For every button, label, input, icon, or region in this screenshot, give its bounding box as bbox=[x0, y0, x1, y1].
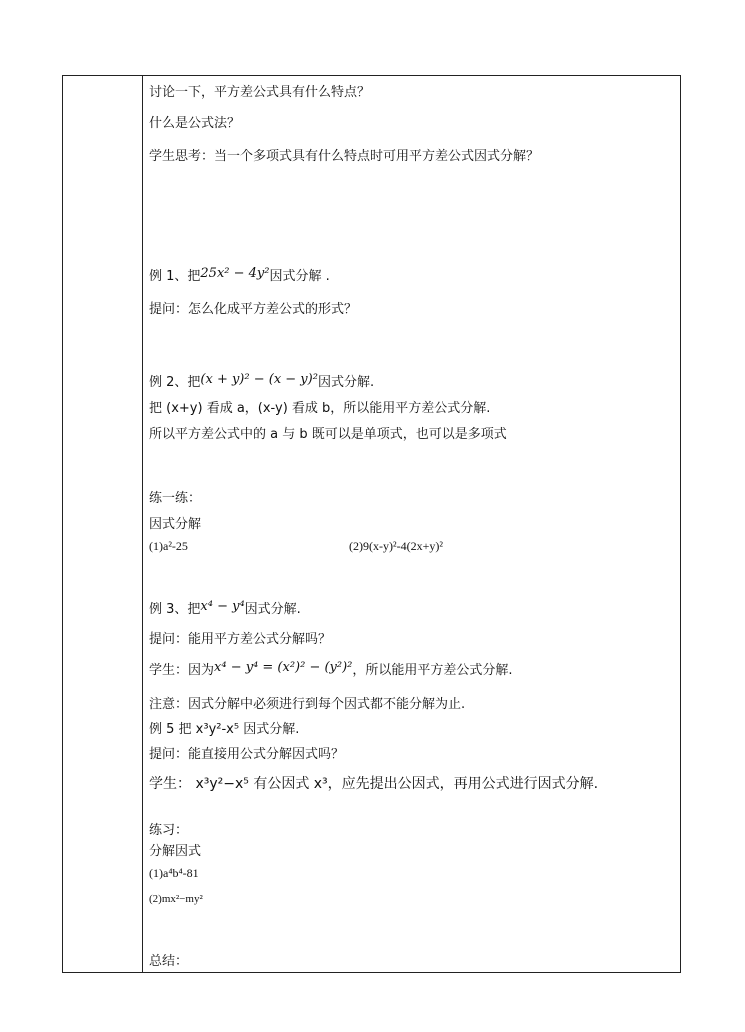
practice-1-item-2: (2)9(x-y)²-4(2x+y)² bbox=[349, 539, 443, 553]
example-5-question: 提问：能直接用公式分解因式吗？ bbox=[149, 747, 345, 762]
note: 注意：因式分解中必须进行到每个因式都不能分解为止. bbox=[149, 697, 466, 712]
column-divider bbox=[142, 75, 143, 973]
example-3-math: x⁴ − y⁴ bbox=[200, 599, 245, 614]
example-2-conclusion: 所以平方差公式中的 a 与 b 既可以是单项式，也可以是多项式 bbox=[149, 427, 507, 442]
practice-1-item-1: (1)a²-25 bbox=[149, 539, 188, 553]
example-1-prefix: 例 1、把 bbox=[149, 269, 201, 284]
example-2-suffix: 因式分解. bbox=[317, 375, 375, 390]
example-5-student-answer: 学生： x³y²−x⁵ 有公因式 x³，应先提出公因式，再用公式进行因式分解. bbox=[149, 776, 599, 792]
example-1 bbox=[149, 268, 330, 286]
discussion-question: 讨论一下，平方差公式具有什么特点？ bbox=[149, 85, 371, 100]
example-1-math: 25x² − 4y² bbox=[200, 266, 270, 281]
student-answer-suffix: ，所以能用平方差公式分解. bbox=[352, 663, 513, 678]
practice-1-title: 练一练： bbox=[149, 491, 202, 506]
example-3-student-answer bbox=[149, 662, 513, 680]
summary-label: 总结： bbox=[149, 954, 189, 969]
student-answer-prefix: 学生：因为 bbox=[149, 663, 215, 678]
student-answer-math: x⁴ − y⁴ = (x²)² − (y²)² bbox=[214, 660, 353, 675]
formula-method-question: 什么是公式法？ bbox=[149, 116, 241, 131]
practice-2-item-1: (1)a⁴b⁴-81 bbox=[149, 866, 199, 880]
practice-2-title: 练习： bbox=[149, 823, 189, 838]
example-1-suffix: 因式分解 . bbox=[269, 269, 330, 284]
example-3-question: 提问：能用平方差公式分解吗？ bbox=[149, 632, 332, 647]
example-3-suffix: 因式分解. bbox=[244, 602, 301, 617]
example-5: 例 5 把 x³y²-x⁵ 因式分解. bbox=[149, 722, 300, 737]
example-2-explanation: 把 (x+y) 看成 a，(x-y) 看成 b，所以能用平方差公式分解. bbox=[149, 401, 491, 416]
example-3 bbox=[149, 601, 301, 619]
example-1-question: 提问：怎么化成平方差公式的形式？ bbox=[149, 302, 358, 317]
example-2-math: (x + y)² − (x − y)² bbox=[200, 372, 318, 387]
practice-1-subtitle: 因式分解 bbox=[149, 517, 202, 532]
example-3-prefix: 例 3、把 bbox=[149, 602, 201, 617]
practice-2-item-2: (2)mx²−my² bbox=[149, 893, 203, 905]
student-think-prompt: 学生思考：当一个多项式具有什么特点时可用平方差公式因式分解？ bbox=[149, 149, 540, 164]
example-2 bbox=[149, 374, 374, 392]
practice-2-subtitle: 分解因式 bbox=[149, 844, 202, 859]
example-2-prefix: 例 2、把 bbox=[149, 375, 201, 390]
